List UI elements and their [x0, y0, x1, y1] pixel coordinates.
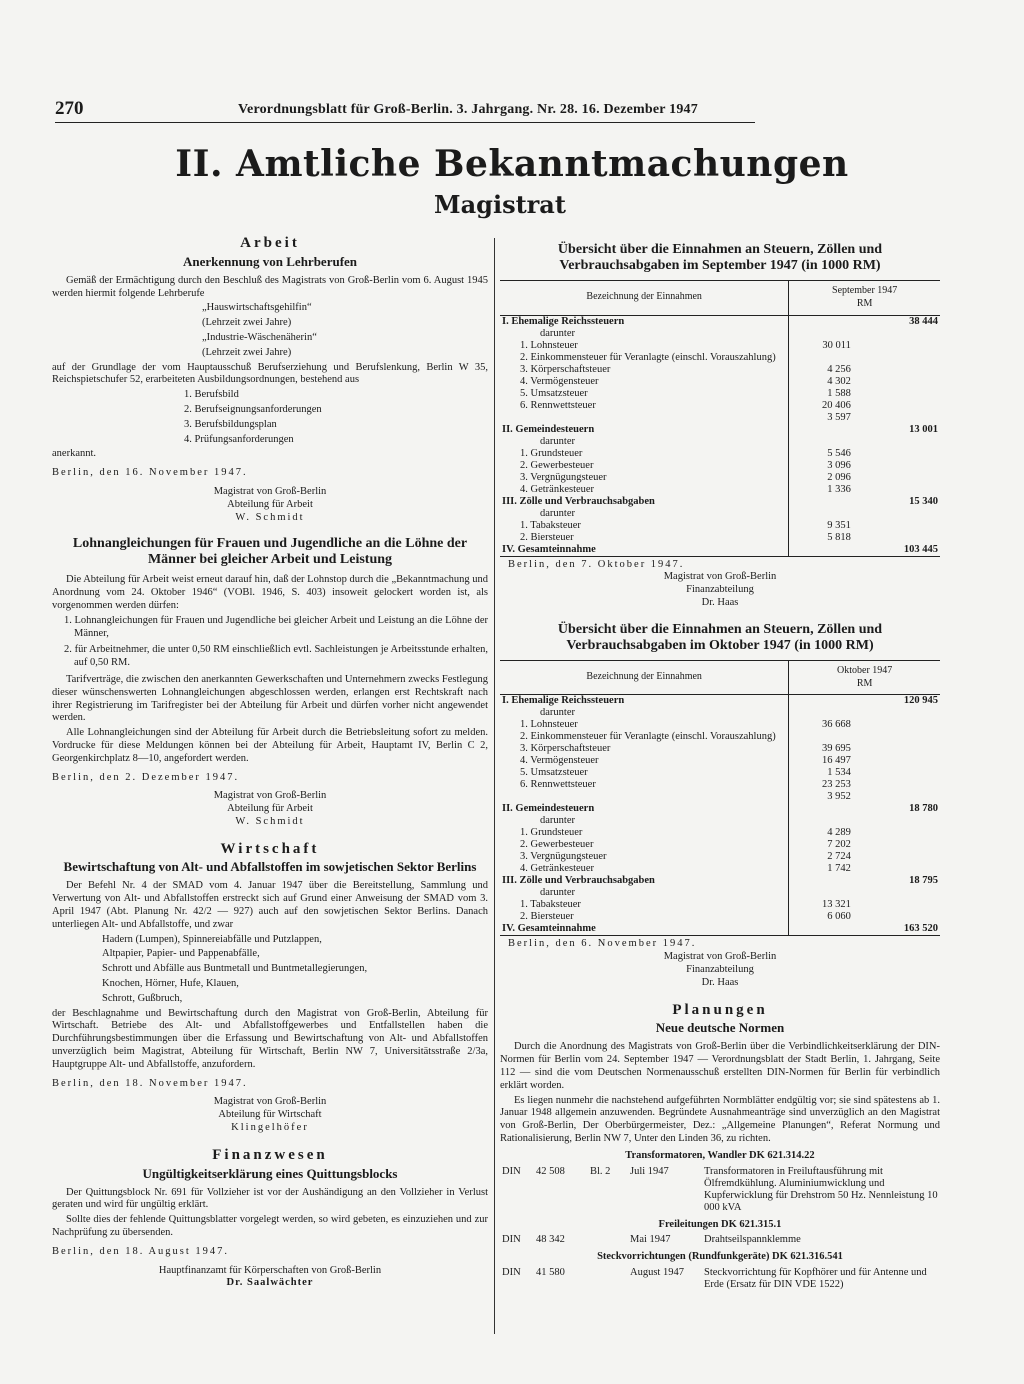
- row-value: 4 302: [789, 376, 853, 388]
- norm-number: 41 580: [536, 1267, 565, 1279]
- row-value: 13 321: [789, 899, 853, 911]
- row-total: [853, 815, 940, 827]
- row-total: 18 795: [909, 875, 938, 887]
- row-total: [853, 328, 940, 340]
- table-row: [500, 743, 940, 755]
- table-row: [500, 400, 940, 412]
- signature-name: Klingelhöfer: [231, 1122, 309, 1134]
- row-total: 38 444: [909, 315, 938, 327]
- revenue-table-september: [500, 280, 940, 557]
- norm-sheet: [588, 1233, 628, 1247]
- row-value: [789, 815, 853, 827]
- row-value: [789, 695, 853, 708]
- table-row: [500, 803, 940, 815]
- running-title: Verordnungsblatt für Groß-Berlin. 3. Jahrgang. Nr. 28. 16. Dezember 1947: [238, 102, 698, 117]
- row-label: 4. Getränkesteuer: [520, 863, 595, 875]
- heading-quittungsblock: Ungültigkeitserklärung eines Quittungsblocks: [142, 1165, 398, 1181]
- row-label: III. Zölle und Verbrauchsabgaben: [502, 495, 655, 507]
- table-header: [789, 660, 940, 695]
- norm-group-heading: Steckvorrichtungen (Rundfunkgeräte) DK 621.316.541: [597, 1251, 843, 1263]
- row-total: [853, 719, 940, 731]
- signature-line: Magistrat von Groß-Berlin: [213, 485, 327, 497]
- table-row: [500, 911, 940, 923]
- signature-line: Finanzabteilung: [686, 584, 754, 596]
- heading-normen: Neue deutsche Normen: [655, 1020, 785, 1036]
- table-row: [500, 472, 940, 484]
- norm-group-heading: Freileitungen DK 621.315.1: [658, 1218, 782, 1230]
- row-label: darunter: [540, 707, 575, 719]
- table-header-month: September 1947: [832, 285, 898, 296]
- row-total: 13 001: [909, 423, 938, 435]
- row-value: 2 096: [789, 472, 853, 484]
- row-label: 3. Körperschaftsteuer: [520, 743, 611, 755]
- table-row: [500, 923, 940, 936]
- row-total: [853, 484, 940, 496]
- table-row: [500, 719, 940, 731]
- row-label: 2. Gewerbesteuer: [520, 839, 594, 851]
- date-line: Berlin, den 16. November 1947.: [52, 467, 248, 479]
- table-row: [500, 779, 940, 791]
- row-label: 3. Vergnügungsteuer: [520, 851, 607, 863]
- table-row: [500, 707, 940, 719]
- section-planungen: Planungen: [672, 1001, 768, 1018]
- row-label: III. Zölle und Verbrauchsabgaben: [502, 875, 655, 887]
- row-total: [853, 779, 940, 791]
- table-row: [500, 767, 940, 779]
- row-total: [853, 388, 940, 400]
- list-item: Knochen, Hörner, Hufe, Klauen,: [102, 978, 239, 990]
- row-total: [853, 887, 940, 899]
- row-total: 15 340: [909, 495, 938, 507]
- row-value: [789, 887, 853, 899]
- signature-name: Dr. Haas: [701, 976, 739, 988]
- signature-line: Finanzabteilung: [686, 963, 754, 975]
- signature-name: W. Schmidt: [235, 511, 305, 523]
- table-row: [500, 887, 940, 899]
- list-item: 1. Berufsbild: [184, 389, 239, 401]
- list-item: Schrott und Abfälle aus Buntmetall und Buntmetallegierungen,: [102, 963, 368, 975]
- revenue-table-oktober: [500, 660, 940, 937]
- table-row: [500, 695, 940, 708]
- signature-line: Abteilung für Arbeit: [227, 498, 313, 510]
- row-total: 120 945: [903, 695, 938, 707]
- left-column: [52, 233, 488, 1290]
- row-value: 5 546: [789, 448, 853, 460]
- row-value: 4 256: [789, 364, 853, 376]
- row-total: [853, 731, 940, 743]
- page-title: II. Amtliche Bekanntmachungen: [175, 143, 849, 185]
- row-label: 2. Biersteuer: [520, 531, 574, 543]
- signature-line: Magistrat von Groß-Berlin: [213, 790, 327, 802]
- row-total: [853, 532, 940, 544]
- row-value: [789, 328, 853, 340]
- row-value: 5 818: [789, 532, 853, 544]
- paragraph: auf der Grundlage der vom Hauptausschuß Berufserziehung und Berufslenkung, Berlin W 35, Reichspietschufer 52, erarbeiteten Ausbildungsordnungen, bestehend aus: [52, 361, 488, 386]
- table-header: [789, 281, 940, 316]
- table-row: [500, 340, 940, 352]
- table-row: [500, 851, 940, 863]
- list-item: 1. Lohnangleichungen für Frauen und Jugendliche bei gleicher Arbeit und Leistung an die Löhne der Männer,: [64, 614, 488, 639]
- norm-prefix: DIN: [502, 1234, 521, 1246]
- table-row: [500, 815, 940, 827]
- header-rule: [55, 122, 755, 123]
- table-header-unit: RM: [856, 677, 873, 689]
- row-value: 3 952: [789, 791, 853, 803]
- signature-line: Magistrat von Groß-Berlin: [663, 951, 777, 963]
- row-value: 1 534: [789, 767, 853, 779]
- norm-date: Mai 1947: [630, 1234, 671, 1246]
- paragraph: Der Quittungsblock Nr. 691 für Vollzieher ist vor der Aushändigung an den Vollzieher in Verlust geraten und wird für ungültig erklärt.: [52, 1186, 488, 1211]
- norm-sheet: Bl. 2: [590, 1165, 611, 1177]
- row-value: [789, 544, 853, 557]
- row-value: 23 253: [789, 779, 853, 791]
- row-value: [789, 352, 853, 364]
- row-total: [853, 911, 940, 923]
- date-line: Berlin, den 7. Oktober 1947.: [508, 558, 685, 570]
- row-value: [789, 424, 853, 436]
- norm-number: 48 342: [536, 1234, 565, 1246]
- right-column: [500, 240, 940, 1292]
- norm-description: Steckvorrichtung für Kopfhörer und für Antenne und Erde (Ersatz für DIN VDE 1522): [704, 1267, 927, 1291]
- row-total: [853, 508, 940, 520]
- row-total: [853, 707, 940, 719]
- row-label: 3. Vergnügungsteuer: [520, 471, 607, 483]
- table-row: [500, 388, 940, 400]
- table-row: [500, 827, 940, 839]
- table-row: [500, 364, 940, 376]
- section-finanzwesen: Finanzwesen: [212, 1146, 328, 1163]
- list-item: 4. Prüfungsanforderungen: [184, 433, 294, 445]
- row-value: 20 406: [789, 400, 853, 412]
- row-label: 2. Einkommensteuer für Veranlagte (einschl. Vorauszahlung): [520, 351, 776, 363]
- table-row: [500, 755, 940, 767]
- row-value: [789, 875, 853, 887]
- table-header-unit: RM: [856, 297, 873, 309]
- row-value: 4 289: [789, 827, 853, 839]
- table-row: [500, 436, 940, 448]
- norm-date: August 1947: [630, 1267, 684, 1279]
- signature-line: Hauptfinanzamt für Körperschaften von Groß-Berlin: [158, 1264, 382, 1276]
- row-label: 2. Einkommensteuer für Veranlagte (einschl. Vorauszahlung): [520, 731, 776, 743]
- row-label: 4. Getränkesteuer: [520, 483, 595, 495]
- list-item: Altpapier, Papier- und Pappenabfälle,: [102, 948, 260, 960]
- row-label: darunter: [540, 327, 575, 339]
- row-value: [789, 803, 853, 815]
- row-value: 36 668: [789, 719, 853, 731]
- row-total: [853, 863, 940, 875]
- row-total: [853, 364, 940, 376]
- paragraph: Gemäß der Ermächtigung durch den Beschluß des Magistrats von Groß-Berlin vom 6. August 1945 werden hiermit folgende Lehrberufe: [52, 274, 488, 299]
- row-label: 1. Grundsteuer: [520, 447, 583, 459]
- table-row: [500, 899, 940, 911]
- row-value: 9 351: [789, 520, 853, 532]
- row-value: [789, 315, 853, 328]
- row-value: 3 597: [789, 412, 853, 424]
- row-value: [789, 496, 853, 508]
- table-row: [500, 448, 940, 460]
- signature-line: Magistrat von Groß-Berlin: [213, 1096, 327, 1108]
- row-total: [853, 851, 940, 863]
- row-label: I. Ehemalige Reichssteuern: [502, 315, 625, 327]
- list-item: 2. Berufseignungsanforderungen: [184, 403, 322, 415]
- row-label: 1. Tabaksteuer: [520, 899, 581, 911]
- row-label: 2. Gewerbesteuer: [520, 459, 594, 471]
- row-label: 1. Lohnsteuer: [520, 719, 578, 731]
- norm-table: [500, 1165, 940, 1215]
- table-row: [500, 315, 940, 328]
- page-number: 270: [55, 98, 84, 119]
- row-total: [853, 791, 940, 803]
- row-total: [853, 743, 940, 755]
- table-header: Bezeichnung der Einnahmen: [500, 660, 789, 695]
- row-label: 4. Vermögensteuer: [520, 755, 599, 767]
- row-total: [853, 352, 940, 364]
- row-label: 5. Umsatzsteuer: [520, 387, 588, 399]
- row-value: 3 096: [789, 460, 853, 472]
- row-label: 2. Biersteuer: [520, 911, 574, 923]
- table-row: [500, 328, 940, 340]
- beruf-note: (Lehrzeit zwei Jahre): [202, 346, 292, 358]
- table-row: [500, 496, 940, 508]
- row-label: 1. Grundsteuer: [520, 827, 583, 839]
- row-total: [853, 412, 940, 424]
- column-divider: [494, 238, 495, 1334]
- row-value: 7 202: [789, 839, 853, 851]
- norm-number: 42 508: [536, 1165, 565, 1177]
- date-line: Berlin, den 6. November 1947.: [508, 938, 697, 950]
- row-label: IV. Gesamteinnahme: [500, 923, 789, 936]
- table-row: [500, 875, 940, 887]
- paragraph: Sollte dies der fehlende Quittungsblatter vorgelegt werden, so wird gebeten, es einzuziehen und zur Nachprüfung zu übersenden.: [52, 1214, 488, 1239]
- table-row: [500, 376, 940, 388]
- signature-name: Dr. Saalwächter: [226, 1277, 314, 1289]
- row-value: 1 742: [789, 863, 853, 875]
- paragraph: Der Befehl Nr. 4 der SMAD vom 4. Januar 1947 über die Bereitstellung, Sammlung und Verwertung von Alt- und Abfallstoffen erstreckt sich auf Grund einer Anweisung der SMAD vom 3. April 1947 (Abt. Planung Nr. 42/2 — 927) auch auf den sowjetischen Sektor Berlins. Danach unterliegen Alt- und Abfallstoffe, und zwar: [52, 880, 488, 930]
- table2-title: Übersicht über die Einnahmen an Steuern, Zöllen und Verbrauchsabgaben im Oktober 1947 (in 1000 RM): [557, 621, 883, 653]
- row-value: [789, 436, 853, 448]
- row-label: 4. Vermögensteuer: [520, 375, 599, 387]
- row-total: [853, 899, 940, 911]
- table1-title: Übersicht über die Einnahmen an Steuern, Zöllen und Verbrauchsabgaben im September 1947 (in 1000 RM): [557, 242, 883, 273]
- beruf-note: (Lehrzeit zwei Jahre): [202, 317, 292, 329]
- table-header-month: Oktober 1947: [837, 664, 893, 676]
- row-label: [500, 791, 789, 803]
- row-total: [853, 755, 940, 767]
- row-total: [853, 376, 940, 388]
- table-header: Bezeichnung der Einnahmen: [500, 281, 789, 316]
- row-label: 3. Körperschaftsteuer: [520, 363, 611, 375]
- heading-abfallstoffe: Bewirtschaftung von Alt- und Abfallstoffen im sowjetischen Sektor Berlins: [63, 859, 477, 875]
- row-total: 163 520: [853, 923, 940, 936]
- row-value: [789, 923, 853, 936]
- table-row: [500, 460, 940, 472]
- list-item: 3. Berufsbildungsplan: [184, 418, 277, 430]
- row-label: 6. Rennwettsteuer: [520, 399, 596, 411]
- signature-line: Abteilung für Arbeit: [227, 803, 313, 815]
- signature-line: Abteilung für Wirtschaft: [218, 1109, 322, 1121]
- row-label: darunter: [540, 507, 575, 519]
- date-line: Berlin, den 2. Dezember 1947.: [52, 771, 240, 783]
- row-label: 6. Rennwettsteuer: [520, 779, 596, 791]
- table-row: [500, 352, 940, 364]
- table-row: [500, 731, 940, 743]
- norm-row: [500, 1165, 940, 1215]
- row-total: [853, 436, 940, 448]
- norm-row: [500, 1233, 940, 1247]
- row-value: 1 588: [789, 388, 853, 400]
- row-value: 30 011: [789, 340, 853, 352]
- norm-group-heading: Transformatoren, Wandler DK 621.314.22: [625, 1149, 815, 1161]
- row-total: [853, 400, 940, 412]
- paragraph: Tarifverträge, die zwischen den anerkannten Gewerkschaften und Unternehmern zwecks Festlegung dieser wünschenswerten Lohnangleichungen abgeschlossen werden, erlangen erst Rechtskraft nach ihrer Registrierung im Tarifregister bei der Abteilung für Arbeit und dürfen vorher nicht angewendet werden.: [52, 673, 488, 724]
- row-label: darunter: [540, 815, 575, 827]
- signature-line: Magistrat von Groß-Berlin: [663, 571, 777, 583]
- row-total: [853, 472, 940, 484]
- norm-sheet: [588, 1266, 628, 1292]
- beruf-name: „Hauswirtschaftsgehilfin“: [202, 302, 312, 314]
- paragraph: Die Abteilung für Arbeit weist erneut darauf hin, daß der Lohnstop durch die „Bekanntmachung und Anordnung vom 24. Oktober 1946“ (VOBl. 1946, S. 403) insoweit gelockert worden ist, als vorgenommen werden dürfen:: [52, 574, 488, 611]
- beruf-name: „Industrie-Wäschenäherin“: [202, 331, 317, 343]
- heading-lohnangleichungen: Lohnangleichungen für Frauen und Jugendliche an die Löhne der Männer bei gleicher Arbeit und Leistung: [72, 536, 468, 568]
- row-total: 18 780: [909, 803, 938, 815]
- row-total: [853, 767, 940, 779]
- table-row: [500, 520, 940, 532]
- row-label: II. Gemeindesteuern: [502, 423, 595, 435]
- date-line: Berlin, den 18. August 1947.: [52, 1245, 230, 1257]
- heading-lehrberufe: Anerkennung von Lehrberufen: [182, 253, 358, 269]
- norm-row: [500, 1266, 940, 1292]
- table-row: [500, 412, 940, 424]
- row-value: 39 695: [789, 743, 853, 755]
- norm-prefix: DIN: [502, 1165, 521, 1177]
- row-label: 1. Tabaksteuer: [520, 519, 581, 531]
- paragraph: Es liegen nunmehr die nachstehend aufgeführten Normblätter endgültig vor; sie sind spätestens ab 1. Januar 1948 allgemein anzuwenden. Begründete Ausnahmeanträge sind unverzüglich an den Magistrat von Groß-Berlin, Der Oberbürgermeister, Dez.: „Allgemeine Planungen“, Referat Normung und Rationalisierung, Berlin NW 7, Unter den Linden 36, zu richten.: [500, 1094, 940, 1144]
- paragraph: Alle Lohnangleichungen sind der Abteilung für Arbeit durch die Betriebsleitung sofort zu melden. Vordrucke für diese Meldungen können bei der Abteilung für Arbeit, Hauptamt IV, Berlin C 2, Georgenkirchplatz 8—10, angefordert werden.: [52, 727, 488, 764]
- table-row: [500, 484, 940, 496]
- section-arbeit: Arbeit: [240, 235, 300, 251]
- row-value: 2 724: [789, 851, 853, 863]
- norm-date: Juli 1947: [630, 1165, 669, 1177]
- norm-table: [500, 1233, 940, 1247]
- row-label: 1. Lohnsteuer: [520, 339, 578, 351]
- table-row: [500, 508, 940, 520]
- row-label: II. Gemeindesteuern: [502, 803, 595, 815]
- paragraph: anerkannt.: [52, 448, 97, 460]
- table-row: [500, 863, 940, 875]
- row-total: [853, 839, 940, 851]
- row-total: [853, 340, 940, 352]
- signature-name: Dr. Haas: [701, 596, 739, 608]
- row-total: [853, 448, 940, 460]
- row-value: 16 497: [789, 755, 853, 767]
- table-row: [500, 839, 940, 851]
- row-total: 103 445: [853, 544, 940, 557]
- norm-description: Drahtseilspannklemme: [704, 1234, 801, 1246]
- row-label: IV. Gesamteinnahme: [500, 544, 789, 557]
- paragraph: der Beschlagnahme und Bewirtschaftung durch den Magistrat von Groß-Berlin, Abteilung für Wirtschaft. Betriebe des Alt- und Abfallstoffgewerbes und Entfallstellen haben die Durchführungsbestimmungen über die Erfassung und Bewirtschaftung von Alt- und Abfallstoffen unverzüglich beim Magistrat, Abteilung für Wirtschaft, Berlin NW 7, Universitätsstraße 2/3a, Hauptgruppe Alt- und Abfallstoffe, anzufordern.: [52, 1007, 488, 1070]
- row-value: 6 060: [789, 911, 853, 923]
- list-item: Schrott, Gußbruch,: [102, 992, 183, 1004]
- paragraph: Durch die Anordnung des Magistrats von Groß-Berlin über die Verbindlichkeitserklärung der DIN-Normen für Berlin vom 24. September 1947 — Verordnungsblatt der Stadt Berlin, 1. Jahrgang, Seite 112 — sind die vom Deutschen Normenausschuß erstellten DIN-Normen für Berlin für verbindlich erklärt worden.: [500, 1041, 940, 1091]
- table-row: [500, 544, 940, 557]
- table-row: [500, 424, 940, 436]
- table-row: [500, 532, 940, 544]
- list-item: 2. für Arbeitnehmer, die unter 0,50 RM einschließlich evtl. Sachleistungen je Arbeitsstunde erhalten, auf 0,50 RM.: [64, 644, 488, 669]
- row-value: [789, 707, 853, 719]
- row-label: I. Ehemalige Reichssteuern: [502, 695, 625, 707]
- row-label: darunter: [540, 435, 575, 447]
- table-row: [500, 791, 940, 803]
- row-value: [789, 508, 853, 520]
- norm-description: Transformatoren in Freiluftausführung mit Ölfremdkühlung. Aluminiumwicklung und Kupferwicklung für Drehstrom 50 Hz. Nennleistung 10 000 kVA: [704, 1165, 938, 1213]
- row-total: [853, 460, 940, 472]
- row-value: [789, 731, 853, 743]
- signature-name: W. Schmidt: [235, 815, 305, 827]
- list-item: Hadern (Lumpen), Spinnereiabfälle und Putzlappen,: [102, 933, 322, 945]
- date-line: Berlin, den 18. November 1947.: [52, 1077, 248, 1089]
- row-label: darunter: [540, 887, 575, 899]
- page-subtitle: Magistrat: [434, 190, 566, 219]
- section-wirtschaft: Wirtschaft: [220, 840, 320, 857]
- row-label: 5. Umsatzsteuer: [520, 767, 588, 779]
- row-label: [500, 412, 789, 424]
- row-value: 1 336: [789, 484, 853, 496]
- row-total: [853, 520, 940, 532]
- row-total: [853, 827, 940, 839]
- norm-table: [500, 1266, 940, 1292]
- norm-prefix: DIN: [502, 1267, 521, 1279]
